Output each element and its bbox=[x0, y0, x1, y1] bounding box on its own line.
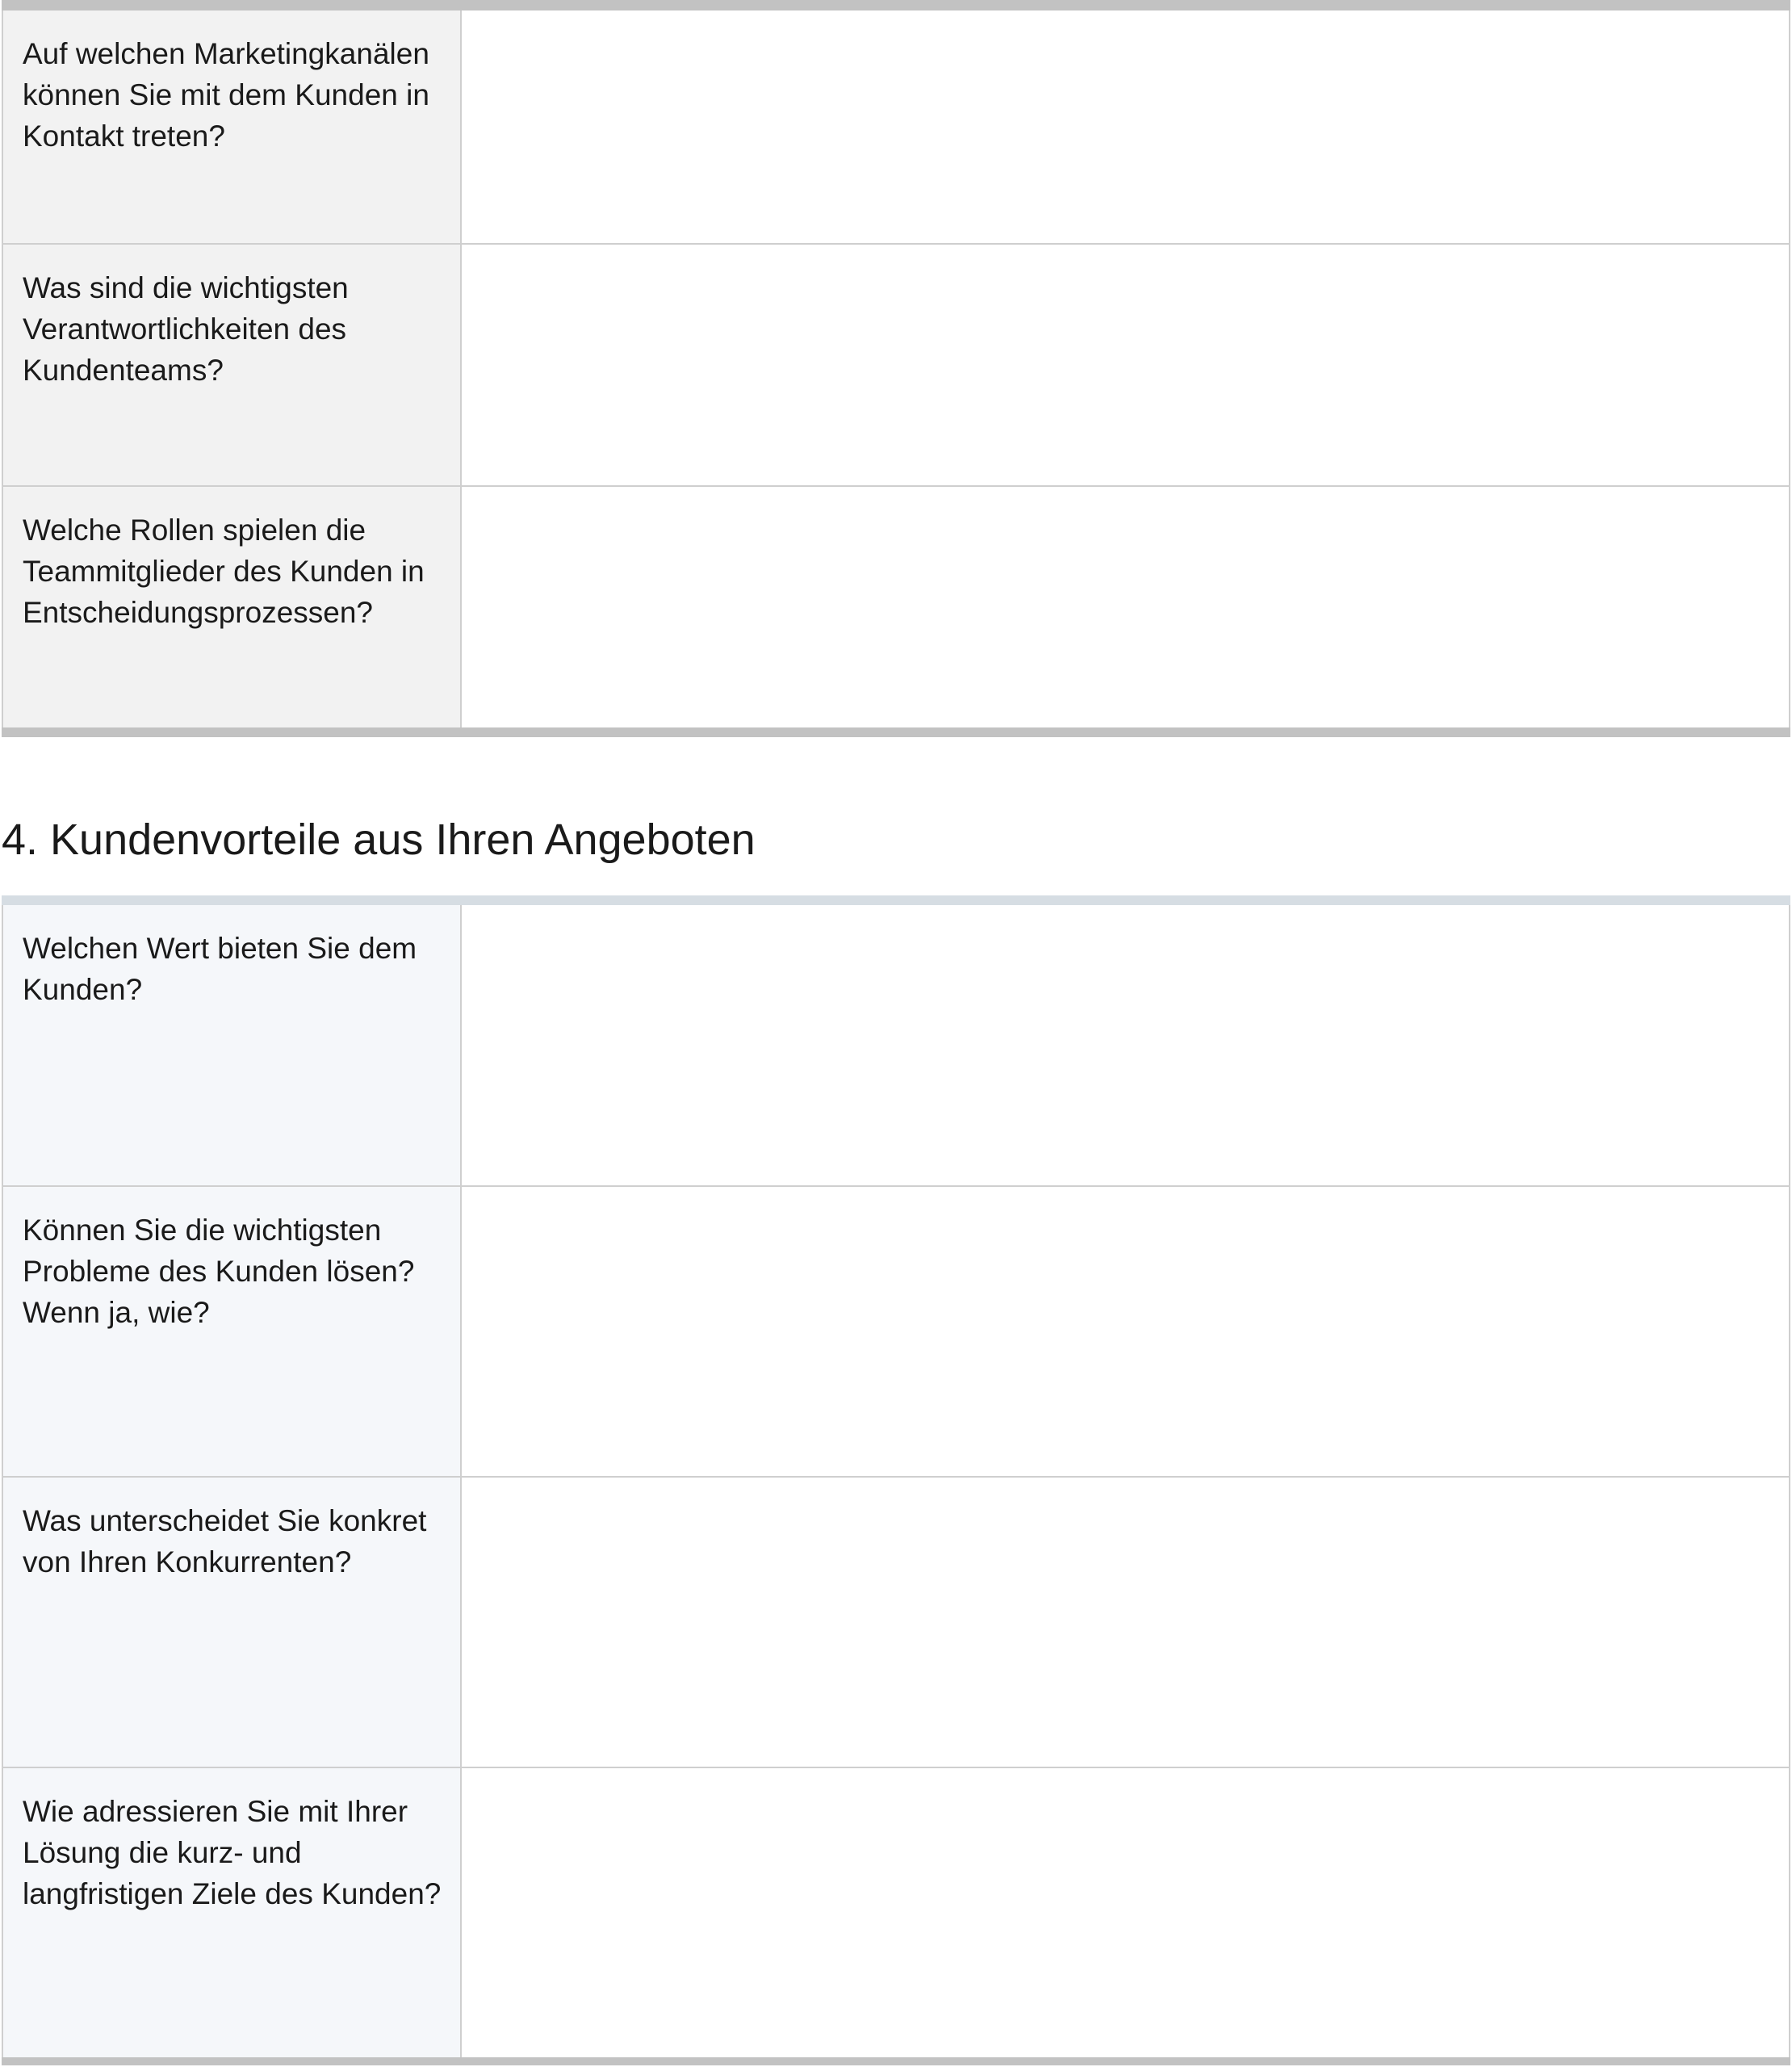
customer-benefits-table bbox=[2, 895, 1790, 2065]
question-cell: Auf welchen Marketingkanälen können Sie mit dem Kunden in Kontakt treten? bbox=[2, 10, 462, 243]
question-cell: Können Sie die wichtigsten Probleme des Kunden lösen? Wenn ja, wie? bbox=[2, 1187, 462, 1476]
table-row bbox=[2, 1185, 1790, 1476]
answer-cell[interactable] bbox=[462, 1478, 1790, 1767]
answer-cell[interactable] bbox=[462, 245, 1790, 485]
answer-cell[interactable] bbox=[462, 905, 1790, 1185]
answer-cell[interactable] bbox=[462, 10, 1790, 243]
question-cell: Was sind die wichtigsten Verantwortlichkeiten des Kundenteams? bbox=[2, 245, 462, 485]
table-row bbox=[2, 905, 1790, 1185]
table-row bbox=[2, 485, 1790, 727]
answer-cell[interactable] bbox=[462, 1187, 1790, 1476]
question-cell: Wie adressieren Sie mit Ihrer Lösung die kurz- und langfristigen Ziele des Kunden? bbox=[2, 1768, 462, 2057]
answer-cell[interactable] bbox=[462, 487, 1790, 727]
question-cell: Welchen Wert bieten Sie dem Kunden? bbox=[2, 905, 462, 1185]
answer-cell[interactable] bbox=[462, 1768, 1790, 2057]
section-heading: 4. Kundenvorteile aus Ihren Angeboten bbox=[2, 815, 756, 864]
table-row bbox=[2, 1476, 1790, 1767]
table-row bbox=[2, 1767, 1790, 2057]
question-cell: Welche Rollen spielen die Teammitglieder des Kunden in Entscheidungsprozessen? bbox=[2, 487, 462, 727]
table-row bbox=[2, 243, 1790, 485]
table-row bbox=[2, 10, 1790, 243]
question-cell: Was unterscheidet Sie konkret von Ihren Konkurrenten? bbox=[2, 1478, 462, 1767]
customer-team-table bbox=[2, 0, 1790, 737]
